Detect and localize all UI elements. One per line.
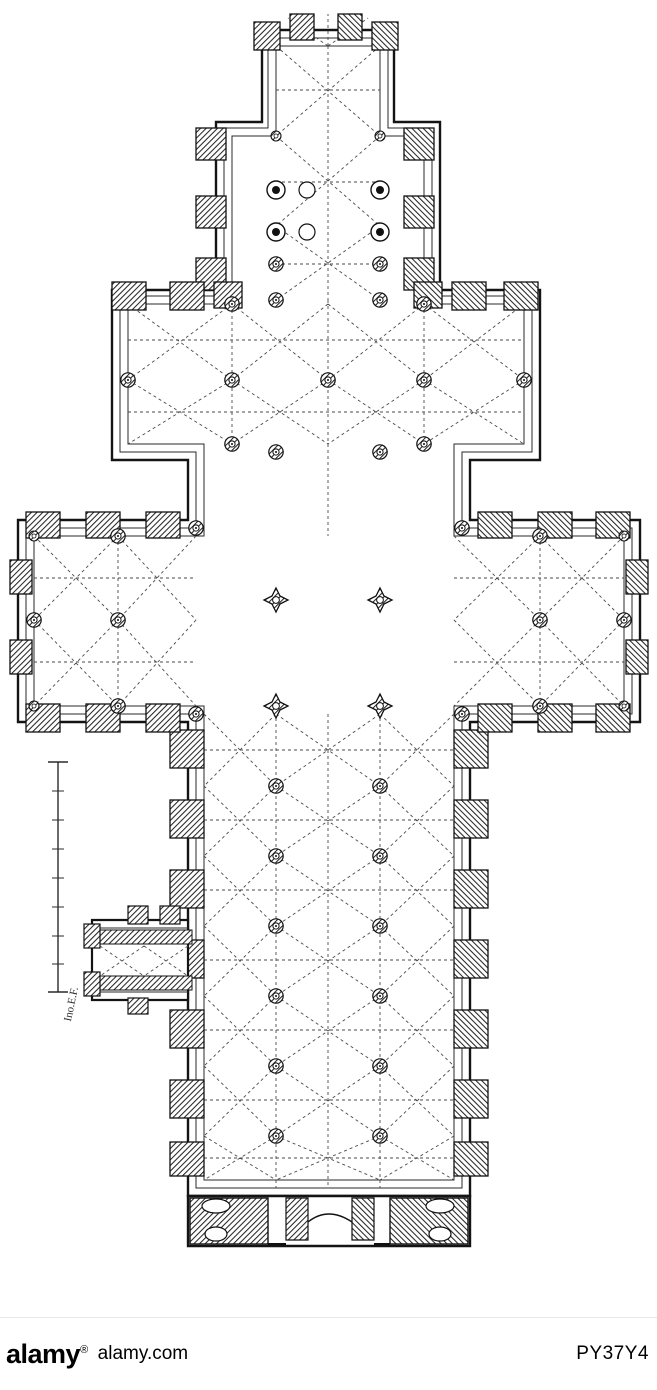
alamy-logo-text: alamy (6, 1338, 81, 1369)
artist-signature: Ino.E.F. (62, 985, 81, 1023)
side-chapel (84, 906, 192, 1014)
alamy-url: alamy.com (97, 1343, 189, 1364)
image-id: PY37Y4 (576, 1343, 649, 1364)
alamy-logo (6, 1338, 88, 1369)
scale-bar (48, 762, 68, 992)
alamy-watermark-bar (0, 1317, 657, 1390)
registered-trademark-icon: ® (80, 1343, 88, 1356)
west-front (188, 1196, 470, 1246)
